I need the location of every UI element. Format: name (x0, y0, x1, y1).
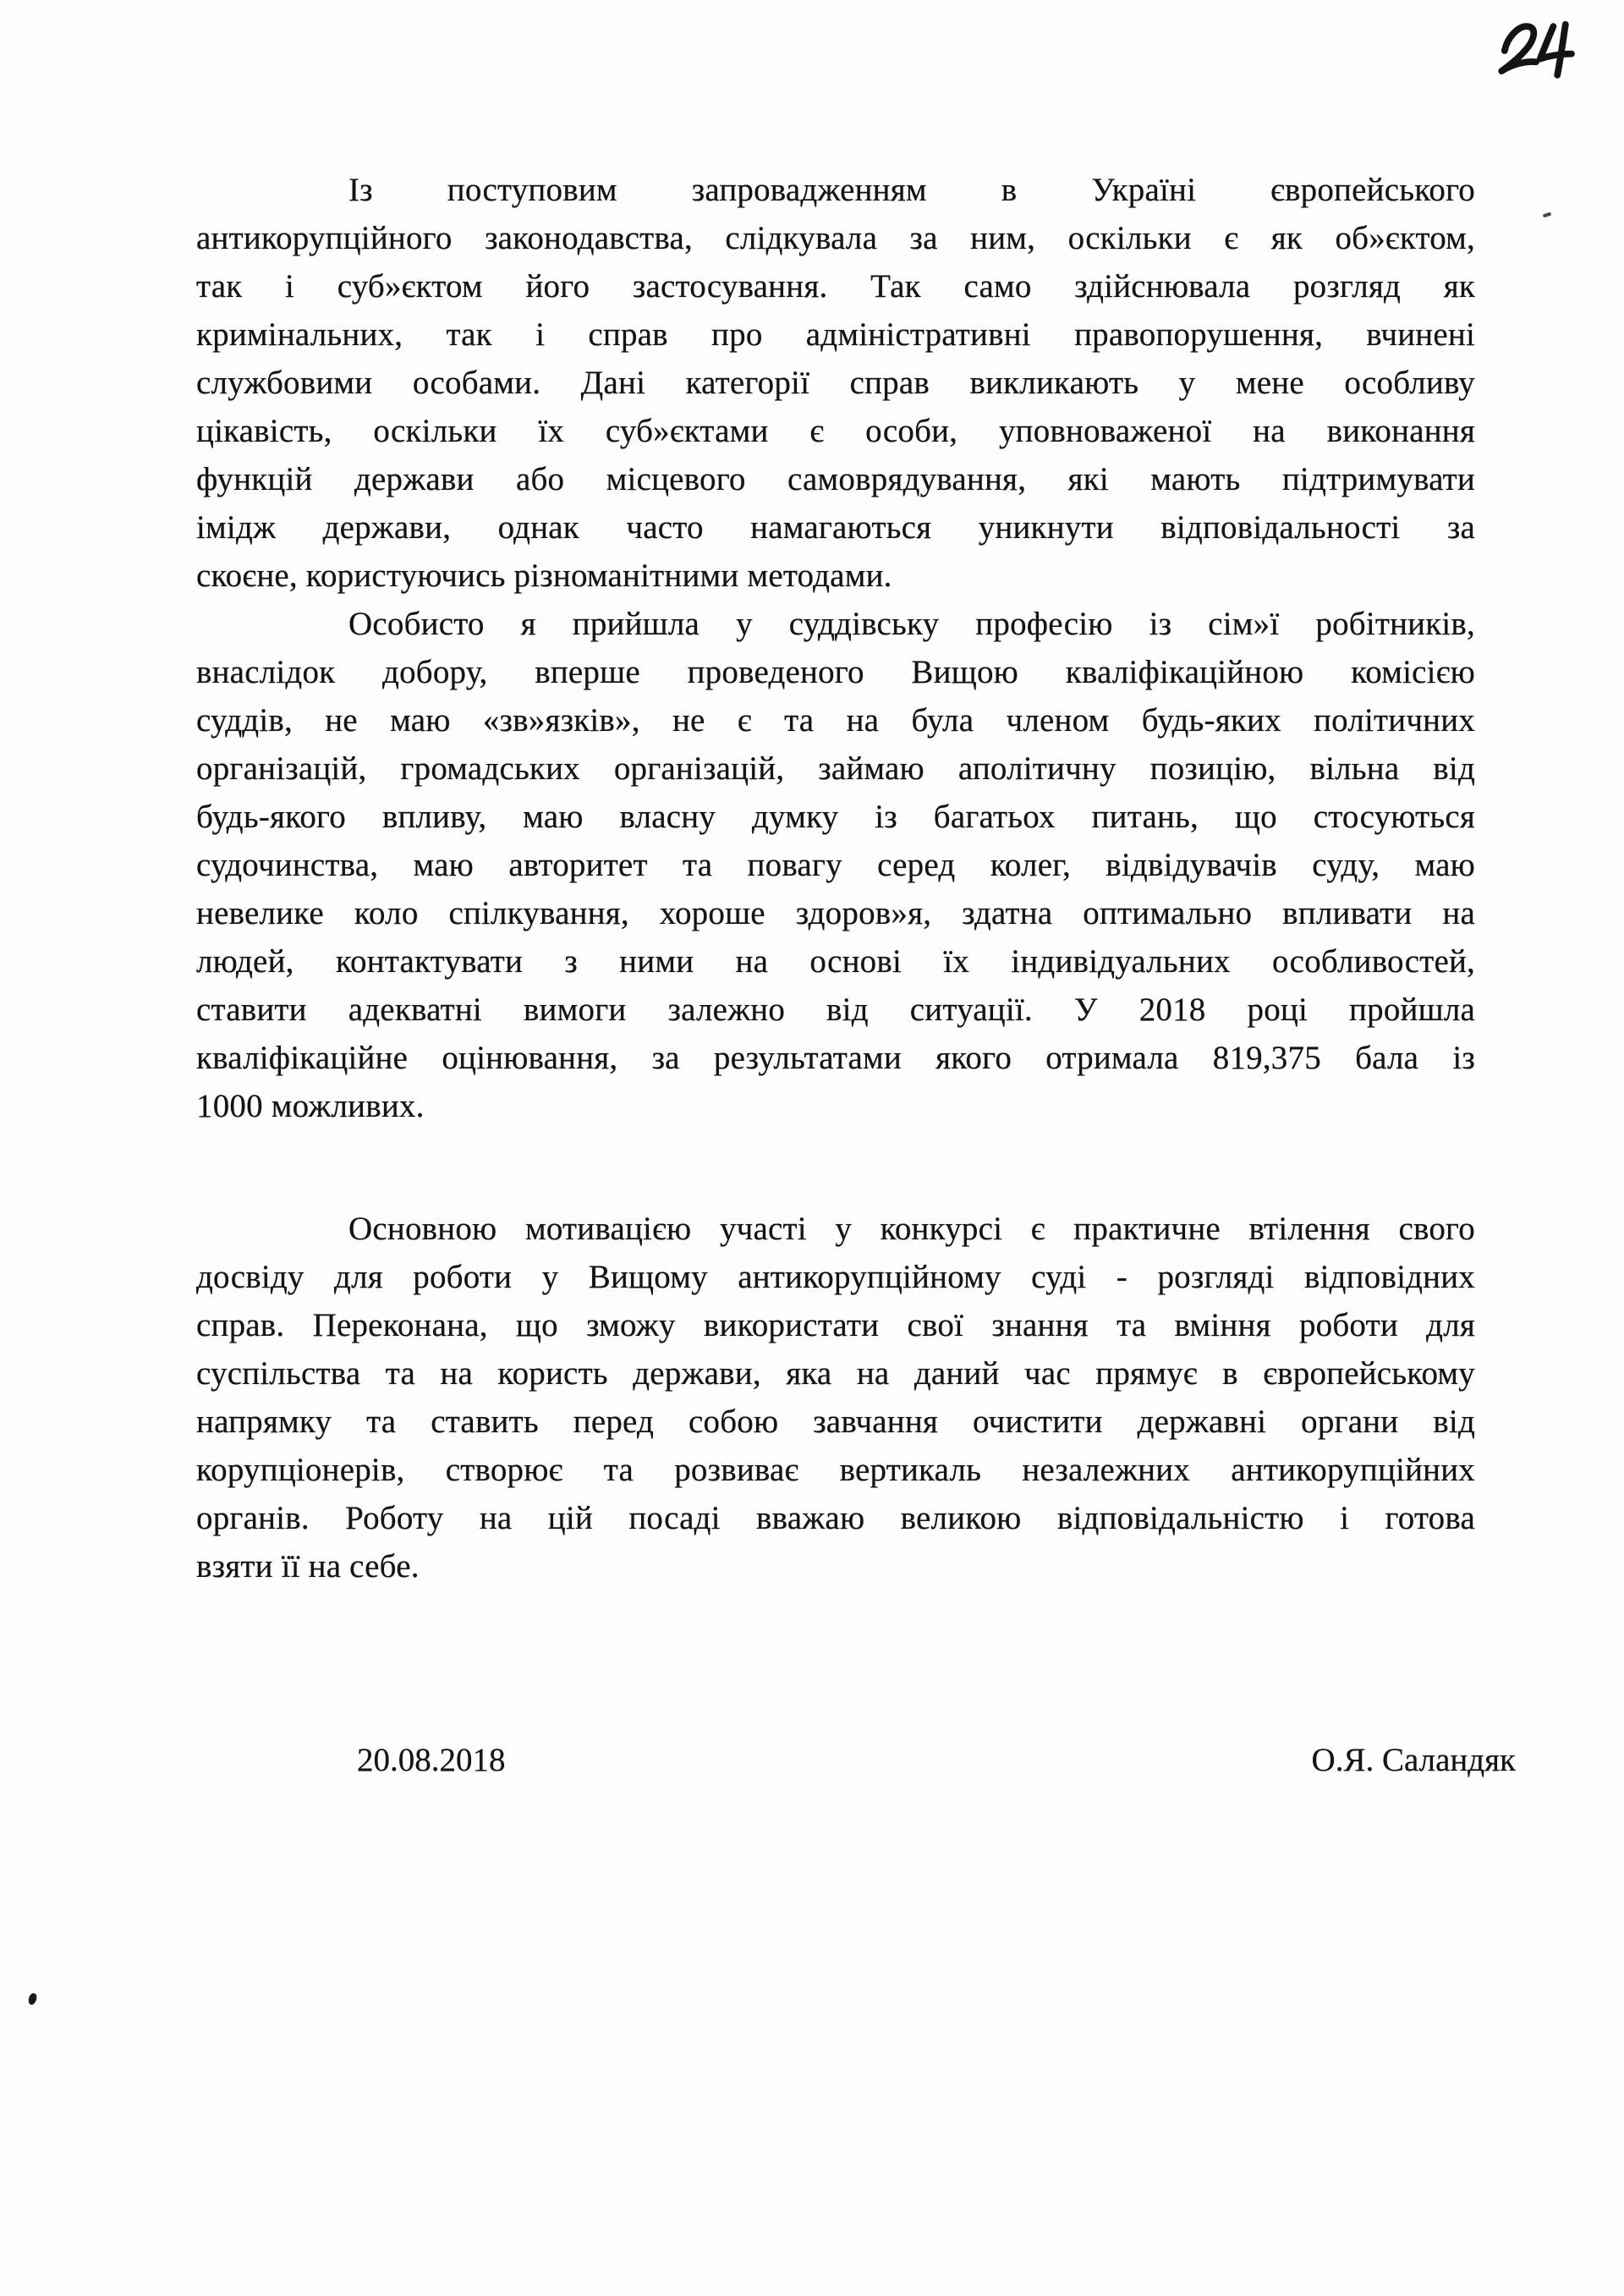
text-line: 1000 можливих. (196, 1088, 425, 1124)
text-line: досвіду для роботи у Вищому антикорупційному суді - розгляді відповідних (196, 1259, 1475, 1295)
text-line: ставити адекватні вимоги залежно від ситуації. У 2018 році пройшла (196, 991, 1475, 1028)
text-line: внаслідок добору, вперше проведеного Вищою кваліфікаційною комісією (196, 654, 1475, 690)
text-line: корупціонерів, створює та розвиває вертикаль незалежних антикорупційних (196, 1452, 1475, 1488)
text-line: цікавість, оскільки їх суб»єктами є особи, уповноваженої на виконання (196, 413, 1475, 449)
letter-date: 20.08.2018 (357, 1742, 506, 1778)
signature-row (196, 1736, 1516, 1784)
text-line: невелике коло спілкування, хороше здоров»я, здатна оптимально впливати на (196, 895, 1475, 931)
text-line: антикорупційного законодавства, слідкувала за ним, оскільки є як об»єктом, (196, 220, 1475, 256)
text-line: людей, контактувати з ними на основі їх індивідуальних особливостей, (196, 943, 1475, 980)
text-line: справ. Переконана, що зможу використати свої знання та вміння роботи для (196, 1307, 1475, 1343)
signature-name: О.Я. Саландяк (1311, 1742, 1516, 1778)
text-line: кваліфікаційне оцінювання, за результатами якого отримала 819,375 бала із (196, 1040, 1475, 1076)
paragraph (196, 600, 1475, 1130)
text-line: імідж держави, однак часто намагаються уникнути відповідальності за (196, 509, 1475, 546)
scan-artifact-dash (1543, 212, 1552, 218)
scan-artifact-speck (28, 1992, 38, 2006)
text-line: судочинства, маю авторитет та повагу серед колег, відвідувачів суду, маю (196, 847, 1475, 883)
text-line: так і суб»єктом його застосування. Так само здійснювала розгляд як (196, 268, 1475, 305)
handwritten-page-number (1490, 12, 1592, 90)
text-line: організацій, громадських організацій, займаю аполітичну позицію, вільна від (196, 750, 1475, 787)
text-line: функцій держави або місцевого самоврядування, які мають підтримувати (196, 461, 1475, 497)
text-line: взяти її на себе. (196, 1548, 420, 1585)
text-line: суспільства та на користь держави, яка на даний час прямує в європейському (196, 1355, 1475, 1392)
text-line: будь-якого впливу, маю власну думку із багатьох питань, що стосуються (196, 799, 1475, 835)
text-line: напрямку та ставить перед собою завчання очистити державні органи від (196, 1403, 1475, 1440)
text-line: службовими особами. Дані категорії справ викликають у мене особливу (196, 365, 1475, 401)
text-line: Особисто я прийшла у суддівську професію із сім»ї робітників, (348, 606, 1475, 642)
text-line: Із поступовим запровадженням в Україні європейського (348, 172, 1475, 208)
text-line: кримінальних, так і справ про адміністративні правопорушення, вчинені (196, 316, 1475, 353)
paragraph (196, 166, 1475, 600)
letter-body (196, 166, 1475, 1590)
paragraph (196, 1205, 1475, 1590)
text-line: органів. Роботу на цій посаді вважаю великою відповідальністю і готова (196, 1500, 1475, 1536)
text-line: скоєне, користуючись різноманітними методами. (196, 558, 892, 594)
text-line: суддів, не маю «зв»язків», не є та на була членом будь-яких політичних (196, 702, 1475, 739)
text-line: Основною мотивацією участі у конкурсі є практичне втілення свого (348, 1211, 1475, 1247)
